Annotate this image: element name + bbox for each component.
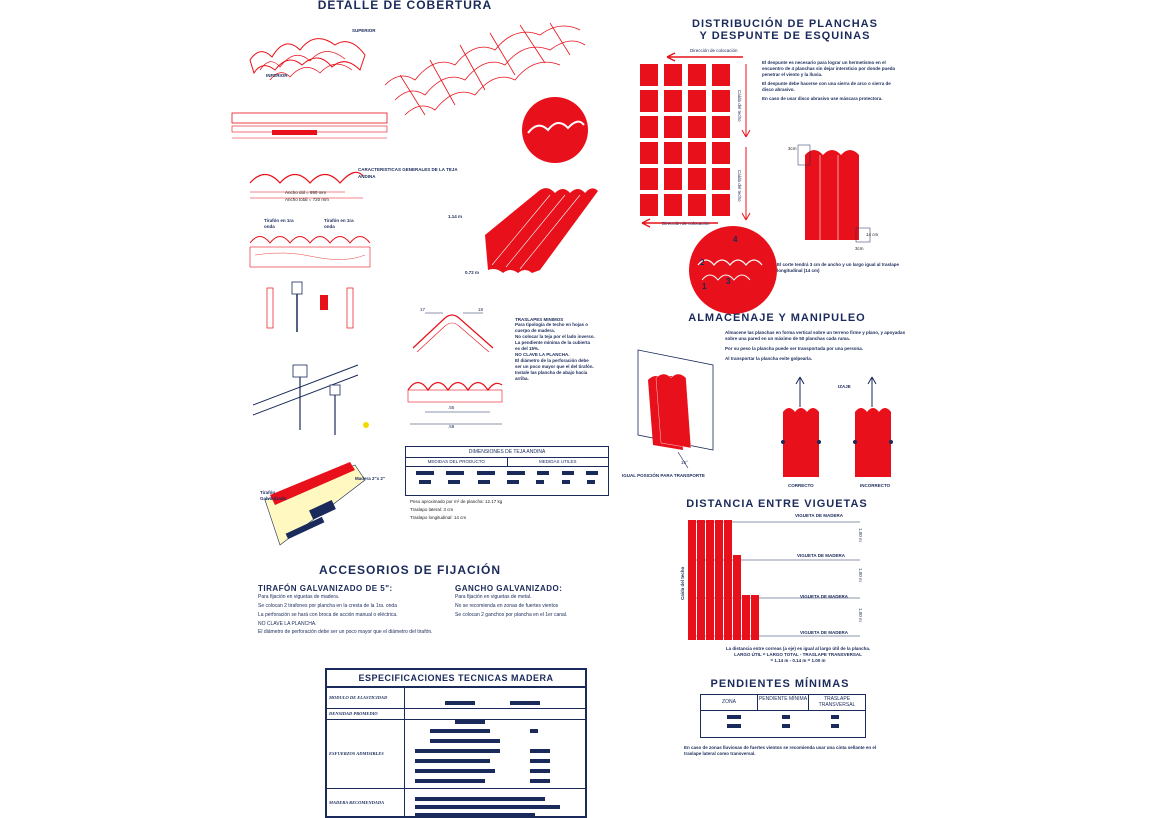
tile-elevation <box>232 108 392 148</box>
pendientes-note: En caso de zonas lluviosas de fuertes vientos se recomienda usar una cinta sellante en el traslape lateral como transversal. <box>684 745 877 756</box>
sheet <box>664 90 682 112</box>
superior-label: SUPERIOR <box>352 28 376 33</box>
dist-b1: El despunte debe hacerse con una sierra de arco o sierra de disco abrasivo. <box>762 81 891 92</box>
medidas-producto: MEDIDAS DEL PRODUCTO <box>406 458 508 466</box>
dim-3cm-b: 3cm <box>855 246 864 251</box>
almacenaje-title: ALMACENAJE Y MANIPULEO <box>688 312 866 324</box>
vigueta-3: VIGUETA DE MADERA <box>800 594 849 599</box>
sheet-grid <box>638 62 738 222</box>
num-1: 1 <box>702 282 707 291</box>
sheet <box>664 142 682 164</box>
note-2: Traslapo longitudinal: 14 cm <box>410 515 467 520</box>
dim-072: 0.72 m <box>465 270 480 275</box>
dist-note-2: LARGO ÚTIL = LARGO TOTAL - TRASLAPE TRANSVERSAL <box>734 652 862 657</box>
traslapes-b4: El diámetro de la perforación debe ser un poco mayor que el del tirafón. <box>515 358 594 369</box>
sheet <box>688 194 706 216</box>
direccion-bottom: Dirección de colocación <box>662 221 710 226</box>
distribucion-title-2: Y DESPUNTE DE ESQUINAS <box>699 30 871 42</box>
dim-114: 1.14 m <box>448 214 463 219</box>
traslapes-block <box>515 317 595 382</box>
especificaciones-table <box>325 668 587 818</box>
sheet <box>640 64 658 86</box>
pendientes-title: PENDIENTES MÍNIMAS <box>710 678 850 690</box>
sheet <box>640 194 658 216</box>
dimensiones-title: DIMENSIONES DE TEJA ANDINA <box>406 447 608 458</box>
sheet <box>688 142 706 164</box>
caracteristicas-label: CARACTERISTICAS GENERALES DE LA TEJA ANDINA <box>358 167 458 179</box>
sheet <box>640 142 658 164</box>
ancho-util: Ancho útil = 690 mm <box>285 190 327 195</box>
traslapes-b3: NO CLAVE LA PLANCHA. <box>515 352 570 357</box>
sheet <box>640 168 658 190</box>
madera-label: Madera 2"x 2" <box>355 476 386 481</box>
traslapes-title: TRASLAPES MINIMOS <box>515 317 564 322</box>
note-0: Peso aproximado por m² de plancha: 12.17 kg <box>410 499 503 504</box>
tirafon-section <box>245 225 375 270</box>
sheet <box>688 116 706 138</box>
row-modulo: MODULO DE ELASTICIDAD <box>327 688 405 708</box>
correcto-label: CORRECTO <box>788 483 814 488</box>
profile-dims <box>405 370 505 430</box>
madera-installation <box>255 460 370 555</box>
tirafon-left-label: Tirafón en 1ra onda <box>264 218 294 229</box>
distancia-notes <box>688 646 908 664</box>
dim-3cm: 3cm <box>788 146 797 151</box>
tirafon-b3: NO CLAVE LA PLANCHA. <box>258 621 317 627</box>
traslapes-b2: La pendiente mínima de la cubierta es del 15%. <box>515 340 591 351</box>
alm-b2: Al transportar la plancha evite golpearla. <box>725 356 813 361</box>
alm-b0: Almacene las planchas en forma vertical sobre un terreno firme y plano, y apoyadas sobre una pared en un máximo de 50 planchas cada ruma. <box>725 330 906 341</box>
tirafon-b0: Para fijación en viguetas de madera. <box>258 594 340 600</box>
alm-b1: Por su peso la plancha puede ser transportada por una persona. <box>725 346 864 351</box>
gancho-b2: Se colocan 2 ganchos por plancha en el 1er canal. <box>455 612 568 618</box>
roof-stack <box>680 515 870 645</box>
dist-b0: El despunte es necesario para lograr un hermetismo en el encuentro de 4 planchas sin dejar intersticio por donde pueda penetrar el viento y la lluvia. <box>762 60 896 77</box>
dim-1m-b: 1.00 m <box>858 568 863 582</box>
gancho-b1: No se recomienda en zonas de fuertes vientos <box>455 603 559 609</box>
ancho-total: Ancho total = 720 mm <box>285 197 329 202</box>
tirafon-b1: Se colocan 2 tirafones por plancha en la cresta de la 1ra. onda <box>258 603 397 609</box>
pend-h1: PENDIENTE MÍNIMA <box>758 695 809 710</box>
dim-55: .55 <box>448 405 455 410</box>
direccion-arrow-top <box>665 52 745 62</box>
caida-bottom: Caída del techo <box>737 170 742 202</box>
caida-distancia: Caída del techo <box>680 566 685 600</box>
vigueta-4: VIGUETA DE MADERA <box>800 630 849 635</box>
gancho-block <box>455 584 615 620</box>
detalle-title: DETALLE DE COBERTURA <box>317 0 493 12</box>
gancho-title: GANCHO GALVANIZADO: <box>455 584 563 593</box>
storage-drawing <box>628 340 728 470</box>
vigueta-1: VIGUETA DE MADERA <box>795 513 844 518</box>
izaje-label: IZAJE <box>838 384 851 389</box>
pend-h2: TRASLAPE TRANSVERSAL <box>818 696 856 708</box>
dim-14cm: 14 cm <box>866 232 879 237</box>
pend-h0: ZONA <box>701 695 758 710</box>
roof-sheet <box>733 555 741 640</box>
almacenaje-bullets <box>725 330 915 362</box>
detail-circle <box>520 95 590 165</box>
screw-detail <box>262 280 372 335</box>
distribucion-title <box>665 18 905 42</box>
roof-sheet <box>715 520 723 640</box>
sheet <box>664 64 682 86</box>
row-madera: MADERA RECOMENDADA <box>327 789 405 817</box>
roof-sheet <box>751 595 759 640</box>
corte-note: El corte tendrá 3 cm de ancho y un largo igual al traslape longitudinal (14 cm) <box>777 262 900 273</box>
medidas-utiles: MEDIDAS UTILES <box>538 459 577 464</box>
tile-overlap-drawing <box>240 25 370 100</box>
dim-1m-a: 1.00 m <box>858 528 863 542</box>
gancho-b0: Para fijación en viguetas de metal. <box>455 594 532 600</box>
num-2: 2 <box>700 258 705 267</box>
distribucion-bullets <box>762 60 902 102</box>
sheet <box>664 168 682 190</box>
sheet <box>712 168 730 190</box>
especificaciones-title: ESPECIFICACIONES TECNICAS MADERA <box>327 670 585 688</box>
incorrecto-label: INCORRECTO <box>860 483 891 488</box>
dim-18: 18 <box>478 307 484 312</box>
angle-15: 15° <box>681 460 688 465</box>
sheet <box>712 116 730 138</box>
distribucion-title-1: DISTRIBUCIÓN DE PLANCHAS <box>692 18 878 30</box>
dim-1m-c: 1.00 m <box>858 608 863 622</box>
accesorios-title: ACCESORIOS DE FIJACIÓN <box>318 563 502 577</box>
traslapes-b1: No colocar la teja por el lado inverso. <box>515 334 595 339</box>
vigueta-2: VIGUETA DE MADERA <box>797 553 846 558</box>
sheet <box>712 90 730 112</box>
ridge-detail <box>405 308 500 358</box>
direccion-top: Dirección de colocación <box>690 48 738 53</box>
distancia-title: DISTANCIA ENTRE VIGUETAS <box>686 498 868 510</box>
roof-sheet <box>706 520 714 640</box>
roof-sheet <box>742 595 750 640</box>
roof-sheet <box>697 520 705 640</box>
note-1: Traslapo lateral: 3 cm <box>410 507 454 512</box>
tirafon-title: TIRAFÓN GALVANIZADO DE 5": <box>258 584 393 593</box>
dimensiones-table <box>405 446 609 496</box>
sheet <box>688 64 706 86</box>
sheet <box>640 116 658 138</box>
num-4: 4 <box>733 235 738 244</box>
traslapes-b5: Instale las plancha de abajo hacia arriba. <box>515 370 588 381</box>
sheet <box>712 142 730 164</box>
roof-sheet <box>688 520 696 640</box>
roof-sheet <box>724 520 732 640</box>
red-tile-perspective <box>470 185 600 280</box>
tirafon-right-label: Tirafón en 1ra onda <box>324 218 354 229</box>
sheet <box>664 194 682 216</box>
sheet <box>688 90 706 112</box>
sheet <box>664 116 682 138</box>
sheet-cut-drawing <box>790 140 880 245</box>
screw-perspective <box>248 345 378 440</box>
tirafon-block <box>258 584 448 636</box>
sheet <box>640 90 658 112</box>
dist-note-3: = 1.14 m - 0.14 m = 1.00 m <box>770 658 826 663</box>
igual-label: IGUAL POSICIÓN PARA TRANSPORTE <box>622 473 705 478</box>
caida-top: Caída del techo <box>737 90 742 122</box>
traslapes-b0: Para tipología de techo en hojas o cuerpo de madera. <box>515 322 589 333</box>
tirafon-b4: El diámetro de perforación debe ser un poco mayor que el diámetro del tirafón. <box>258 629 433 635</box>
dist-b2: En caso de usar disco abrasivo use máscara protectora. <box>762 96 883 101</box>
pendientes-table <box>700 694 866 738</box>
dim-58: .58 <box>448 424 455 429</box>
num-3: 3 <box>726 277 731 286</box>
dist-note-1: La distancia entre correas (a eje) es igual al largo útil de la plancha. <box>725 646 871 651</box>
row-densidad: DENSIDAD PROMEDIO <box>327 709 405 719</box>
tirafon-galv-label: Tirafón Galvanizado <box>260 490 287 501</box>
row-esfuerzos: ESFUERZOS ADMISIBLES <box>327 720 405 788</box>
inferior-label: INFERIOR <box>266 73 288 78</box>
lift-correct <box>778 372 833 482</box>
sheet <box>688 168 706 190</box>
tirafon-b2: La perforación se hará con broca de acción manual o eléctrica. <box>258 612 398 618</box>
sheet <box>712 64 730 86</box>
sheet <box>712 194 730 216</box>
lift-incorrect <box>850 372 905 482</box>
dim-17: 17 <box>420 307 426 312</box>
